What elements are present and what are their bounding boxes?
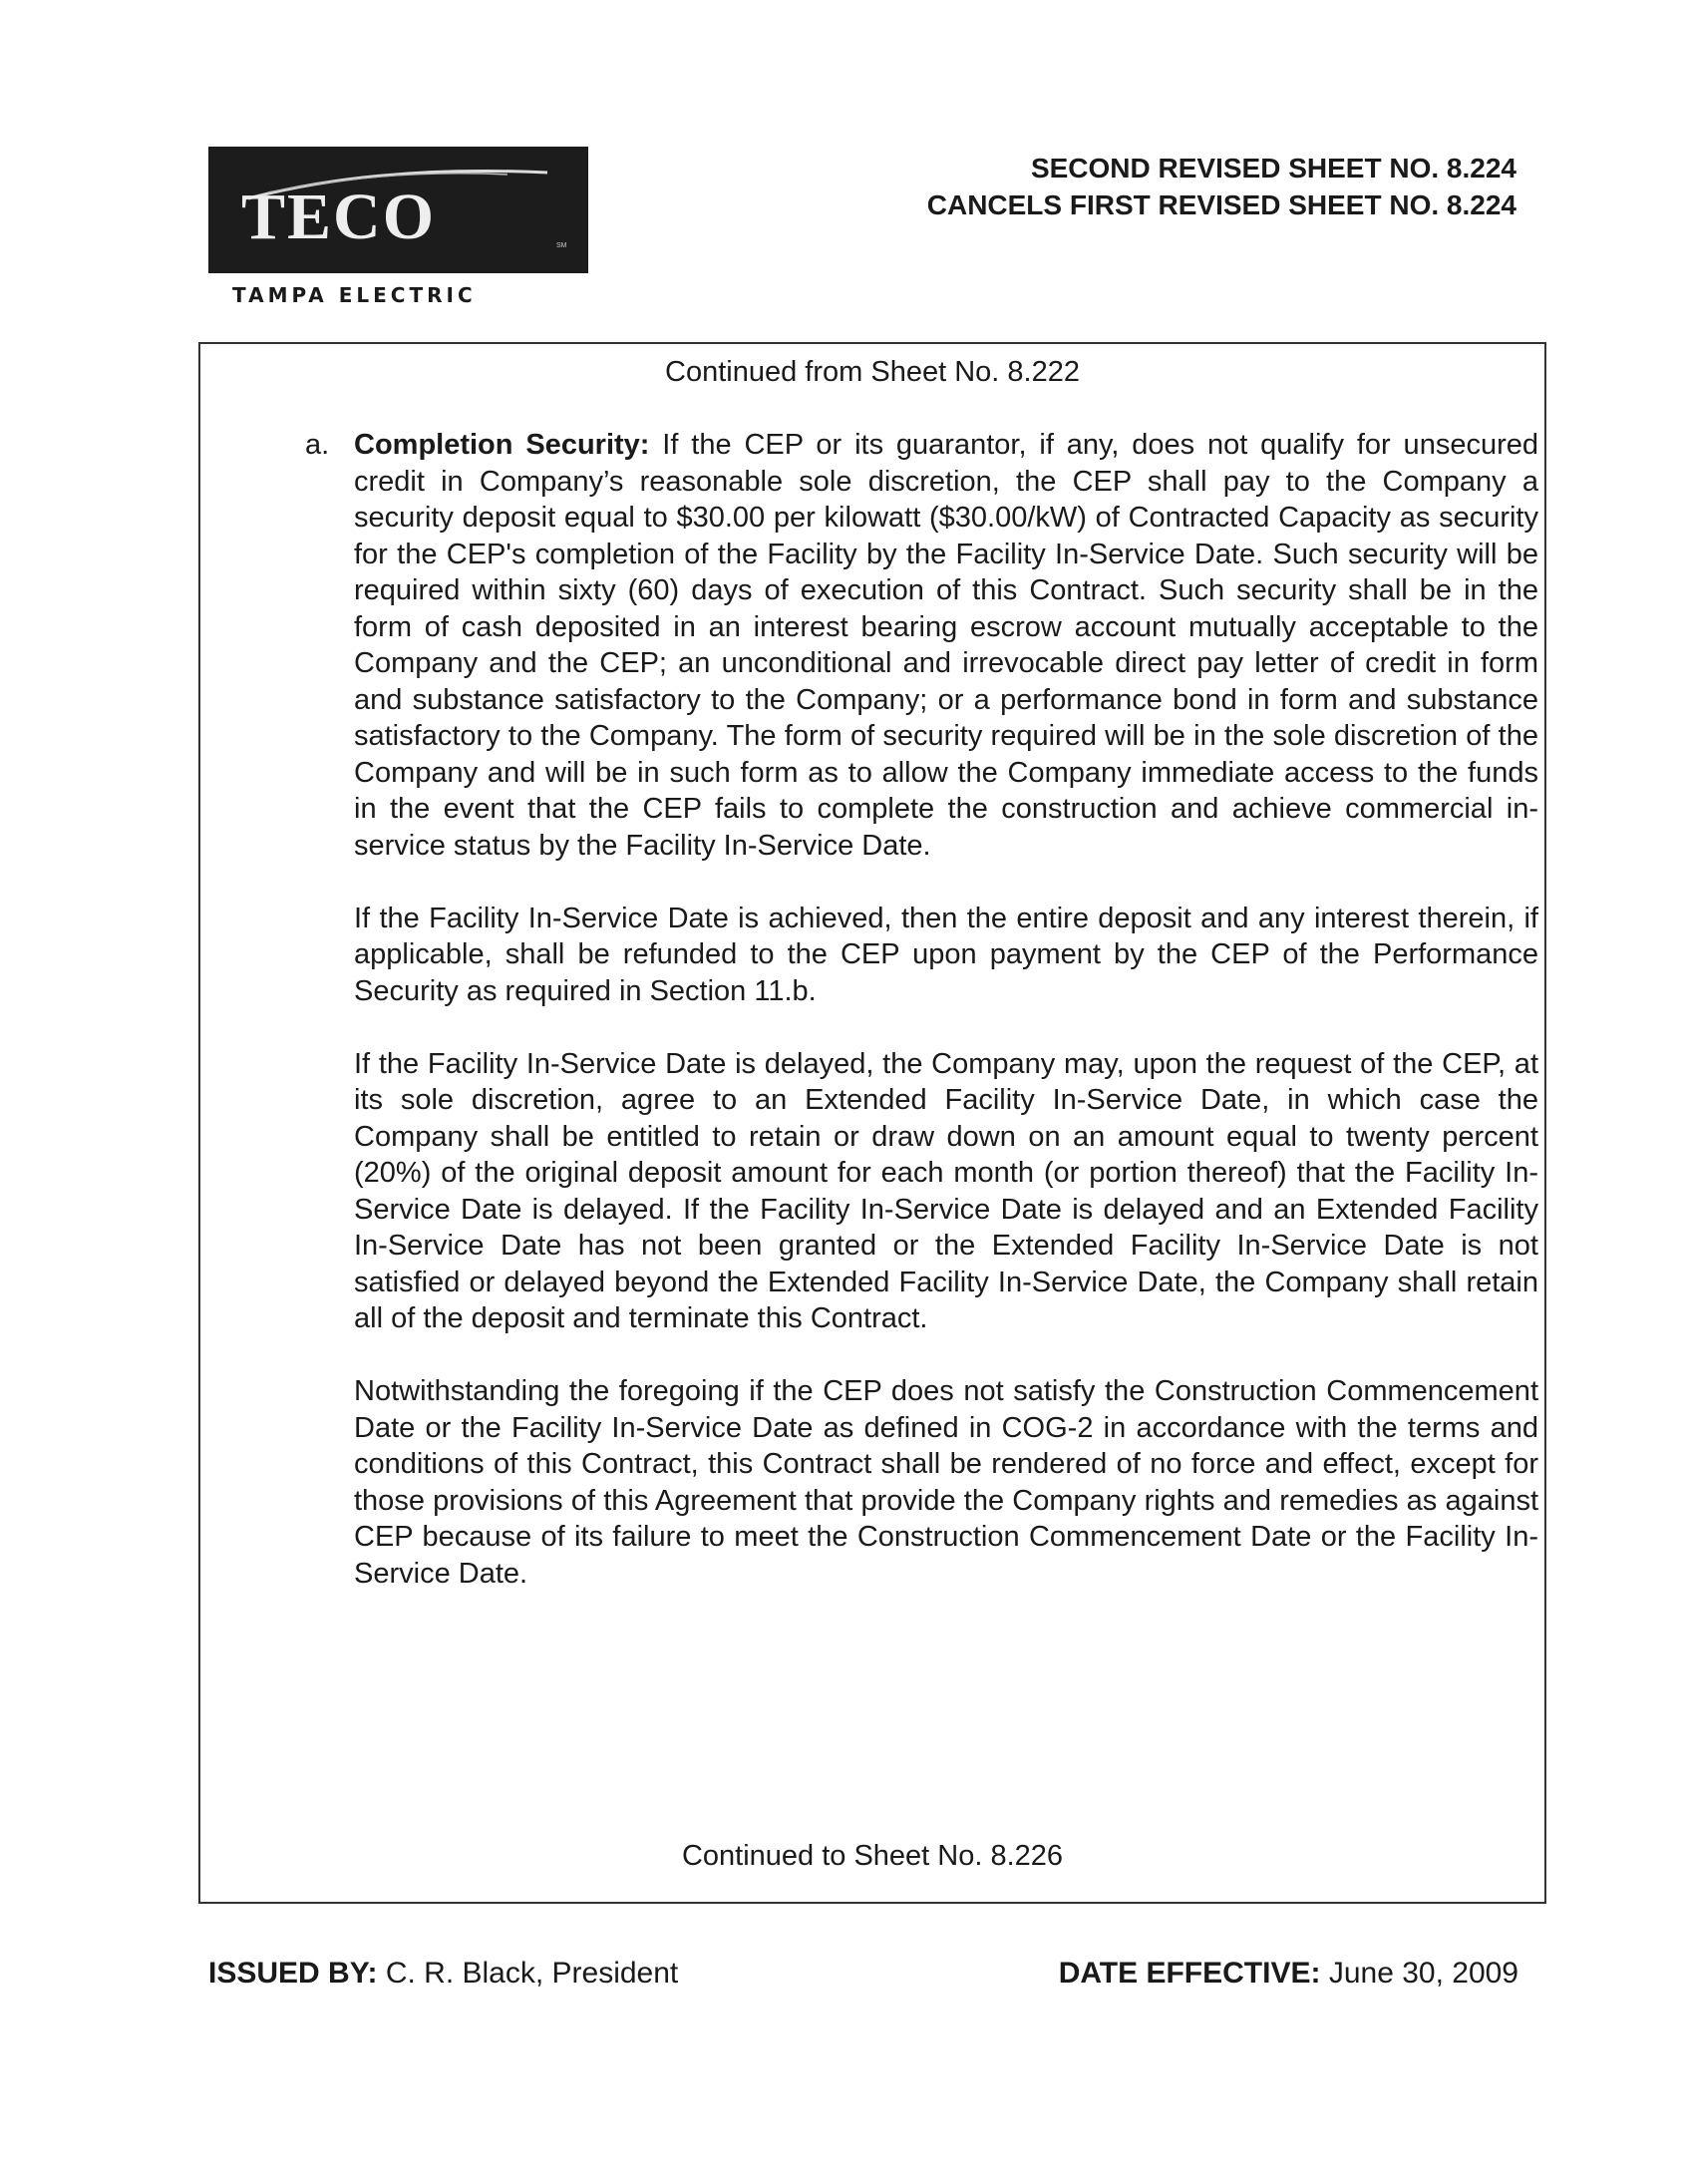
sheet-header bbox=[927, 150, 1517, 223]
completion-security-item bbox=[305, 427, 1538, 1629]
logo-trademark: SM bbox=[556, 242, 567, 249]
continued-from-note: Continued from Sheet No. 8.222 bbox=[665, 356, 1080, 388]
issued-by-label: ISSUED BY: bbox=[208, 1957, 378, 1990]
sheet-number: SECOND REVISED SHEET NO. 8.224 bbox=[1030, 153, 1517, 183]
logo-subtitle: TAMPA ELECTRIC bbox=[232, 283, 477, 307]
item-marker: a. bbox=[305, 429, 330, 461]
cancels-sheet-number: CANCELS FIRST REVISED SHEET NO. 8.224 bbox=[926, 189, 1517, 220]
paragraph-notwithstanding: Notwithstanding the foregoing if the CEP does not satisfy the Construction Commencement Date or the Facility In-Service Date as defined in COG-2 in accordance with the terms and conditions of this Contract, this Contract shall be rendered of no force and effect, except for those provisions of this Agreement that provide the Company rights and remedies as against CEP because of its failure to meet the Construction Commencement Date or the Facility In-Service Date. bbox=[354, 1375, 1538, 1590]
paragraph-refund: If the Facility In-Service Date is achieved, then the entire deposit and any interest therein, if applicable, shall be refunded to the CEP upon payment by the CEP of the Performance Security as required in Section 11.b. bbox=[354, 902, 1538, 1007]
paragraph-completion-security bbox=[354, 427, 1538, 864]
continued-to-note: Continued to Sheet No. 8.226 bbox=[681, 1840, 1064, 1872]
date-effective-label: DATE EFFECTIVE: bbox=[1058, 1957, 1321, 1990]
paragraph-1-text: If the CEP or its guarantor, if any, does not qualify for unsecured credit in Company’s reasonable sole discretion, the CEP shall pay to the Company a security deposit equal to $30.00 per kilowatt ($30.00/kW) of Contracted Capacity as security for the CEP's completion of the Facility by the Facility In-Service Date. Such security will be required within sixty (60) days of execution of this Contract. Such security shall be in the form of cash deposited in an interest bearing escrow account mutually acceptable to the Company and the CEP; an unconditional and irrevocable direct pay letter of credit in form and substance satisfactory to the Company; or a performance bond in form and substance satisfactory to the Company. The form of security required will be in the sole discretion of the Company and will be in such form as to allow the Company immediate access to the funds in the event that the CEP fails to complete the construction and achieve commercial in-service status by the Facility In-Service Date. bbox=[354, 429, 1538, 862]
issued-by bbox=[208, 1957, 678, 1991]
logo-brand-text: TECO bbox=[241, 181, 437, 253]
teco-logo bbox=[208, 147, 588, 273]
date-effective bbox=[1059, 1957, 1518, 1991]
item-body bbox=[354, 427, 1538, 1592]
issued-by-value: C. R. Black, President bbox=[385, 1957, 679, 1990]
paragraph-delay: If the Facility In-Service Date is delayed, the Company may, upon the request of the CEP, at its sole discretion, agree to an Extended Facility In-Service Date, in which case the Company shall be entitled to retain or draw down on an amount equal to twenty percent (20%) of the original deposit amount for each month (or portion thereof) that the Facility In-Service Date is delayed. If the Facility In-Service Date is delayed and an Extended Facility In-Service Date has not been granted or the Extended Facility In-Service Date is not satisfied or delayed beyond the Extended Facility In-Service Date, the Company shall retain all of the deposit and terminate this Contract. bbox=[354, 1047, 1538, 1334]
date-effective-value: June 30, 2009 bbox=[1328, 1957, 1518, 1990]
tariff-content-box bbox=[198, 342, 1546, 1904]
item-heading: Completion Security: bbox=[354, 429, 650, 461]
